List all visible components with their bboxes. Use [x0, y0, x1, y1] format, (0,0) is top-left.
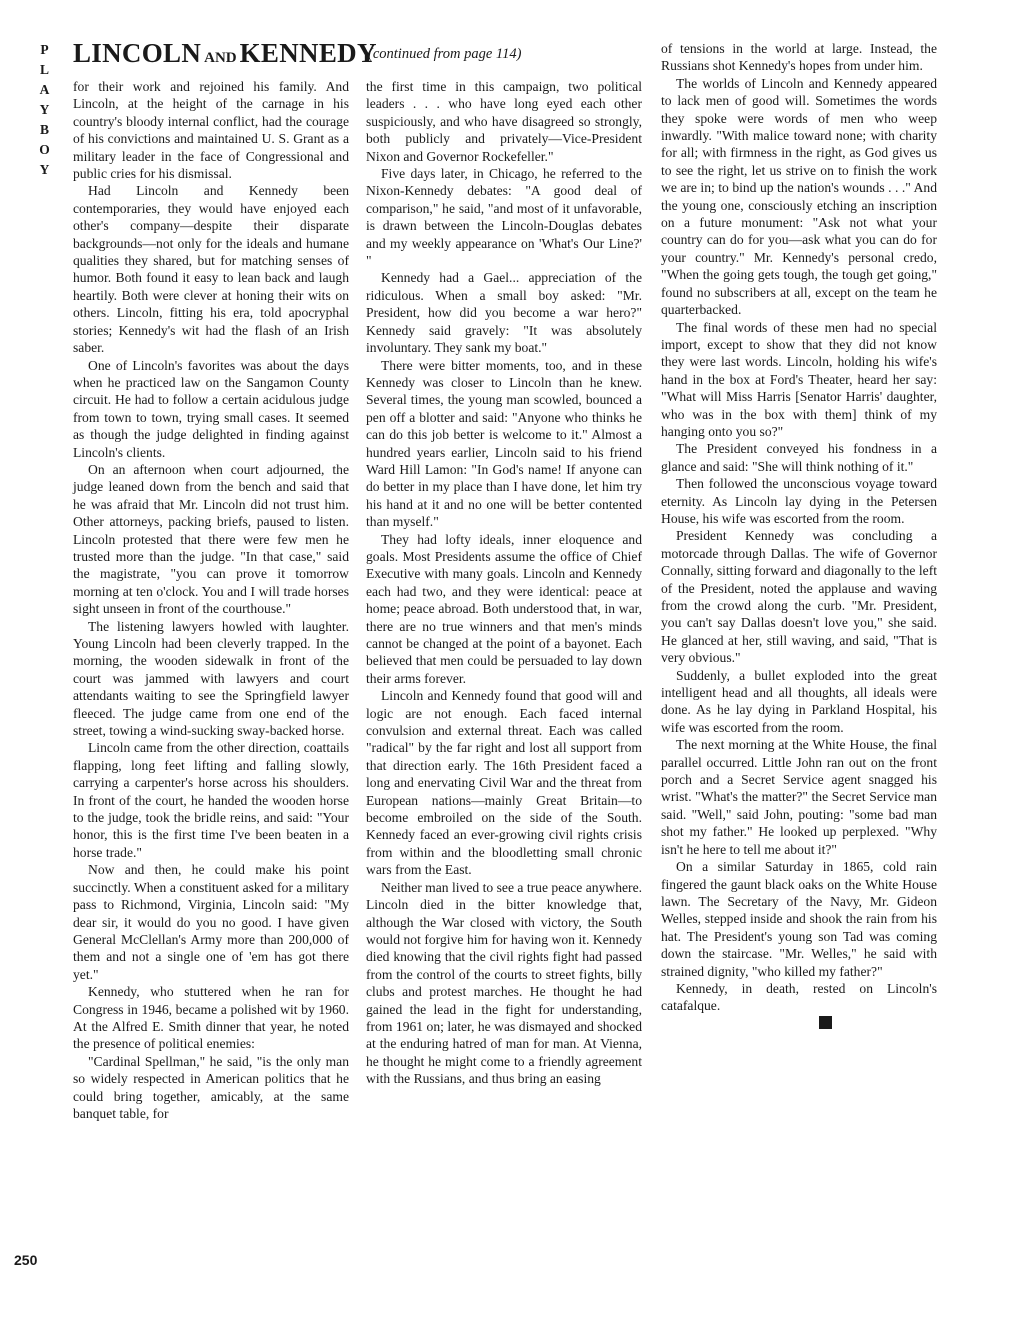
paragraph: Kennedy, in death, rested on Lincoln's catafalque.	[661, 980, 937, 1014]
paragraph: The listening lawyers howled with laughter. Young Lincoln had been cleverly trapped. In the morning, the wooden sidewalk in front of the court was jammed with lawyers and court attendants waiting to see the Springfield lawyer fleeced. The judge came from one end of the street, towing a wind-sucking sway-backed horse.	[73, 618, 349, 739]
paragraph: On an afternoon when court adjourned, the judge leaned down from the bench and said that he was afraid that Mr. Lincoln did not trust him. Other attorneys, packing briefs, paused to listen. Lincoln protested that there were few men he trusted more than the judge. "In that case," said the magistrate, "you can prove it tomorrow morning at ten o'clock. You and I will trade horses sight unseen in front of the courthouse."	[73, 461, 349, 617]
paragraph: They had lofty ideals, inner eloquence and goals. Most Presidents assume the office of Chief Executive with many goals. Lincoln and Kennedy each had two, and they were identical: peace at home; peace abroad. Both understood that, in war, there are no true winners and that men's minds cannot be changed at the point of a bayonet. Each believed that men could be persuaded to lay down their arms forever.	[366, 531, 642, 686]
article-title	[73, 38, 377, 69]
paragraph: "Cardinal Spellman," he said, "is the only man so widely respected in American politics that he could bring together, amicably, at the same banquet table, for	[73, 1053, 349, 1121]
paragraph: Then followed the unconscious voyage toward eternity. As Lincoln lay dying in the Petersen House, his wife was escorted from the room.	[661, 476, 937, 526]
page-number: 250	[14, 1252, 38, 1268]
paragraph: The President conveyed his fondness in a glance and said: "She will think nothing of it."	[661, 441, 937, 474]
paragraph: Kennedy, who stuttered when he ran for Congress in 1946, became a polished wit by 1960. At the Alfred E. Smith dinner that year, he noted the presence of political enemies:	[73, 984, 349, 1052]
title-and: AND	[204, 50, 237, 66]
title-lincoln: LINCOLN	[73, 38, 202, 68]
text-column-1	[73, 78, 349, 1122]
paragraph: There were bitter moments, too, and in these Kennedy was closer to Lincoln than he knew. Several times, the young man scowled, bounced a pen off a blotter and said: "Anyone who thinks he can do this job better is welcome to it." Almost a hundred years earlier, Lincoln said to his friend Ward Hill Lamon: "In God's name! If anyone can do better in my place than I have done, let him try his hand at it and no one will be better contented than myself."	[366, 357, 642, 530]
magazine-name-letter: B	[39, 122, 50, 137]
text-column-2	[366, 78, 642, 1088]
title-kennedy: KENNEDY	[239, 38, 377, 68]
magazine-name-letter: Y	[39, 162, 51, 177]
magazine-name-letter: P	[40, 42, 50, 57]
magazine-name-letter: L	[39, 62, 50, 77]
paragraph: The final words of these men had no special import, except to show that they did not know they were last words. Lincoln, holding his wife's hand in the box at Ford's Theater, heard her say: "What will Miss Harris [Senator Harris' daughter, who was in the box with them] think of my hanging onto you so?"	[661, 319, 937, 439]
paragraph: Five days later, in Chicago, he referred to the Nixon-Kennedy debates: "A good deal of comparison," he said, "and most of it unfavorable, is drawn between the Lincoln-Douglas debates and my weekly appearance on 'What's Our Line?' "	[366, 166, 642, 269]
magazine-name-letter: O	[39, 142, 51, 157]
text-column-3	[661, 40, 937, 1032]
continued-from-note: (continued from page 114)	[368, 46, 522, 62]
paragraph: The worlds of Lincoln and Kennedy appeared to lack men of good will. Sometimes the words they spoke were words of men who weep inwardly. "With malice toward none; with charity for all; with firmness in the right, as God gives us to see the right, let us strive on to finish the work we are in; to bind up the nation's wounds . . ." And the young one, consciously etching an inscription on a future monument: "Ask not what your country can do for you—ask what you can do for your country." Mr. Kennedy's personal credo, "When the going gets tough, the tough get going," found no subscribers at all, except on the team he quarterbacked.	[661, 75, 937, 318]
paragraph: One of Lincoln's favorites was about the days when he practiced law on the Sangamon County circuit. He had to follow a certain acidulous judge from town to town, trying small cases. It seemed as though the judge delighted in finding against Lincoln's clients.	[73, 357, 349, 460]
paragraph: of tensions in the world at large. Instead, the Russians shot Kennedy's hopes from under him.	[661, 41, 937, 74]
paragraph: Lincoln and Kennedy found that good will and logic are not enough. Each faced internal convulsion and external threat. Each was called "radical" by the far right and lost all support from that direction early. The 16th President faced a long and enervating Civil War and the threat from European nations—mainly Great Britain—to become embroiled on the side of the South. Kennedy faced an ever-growing civil rights crisis from within and the bloodletting small chronic wars from the East.	[366, 688, 642, 878]
paragraph: Had Lincoln and Kennedy been contemporaries, they would have enjoyed each other's company—despite their disparate backgrounds—not only for the ideals and humane qualities they shared, but for matching senses of humor. Both found it easy to lean back and laugh heartily. Both were clever at honing their wits on others. Lincoln, fitting his era, told apocryphal stories; Kennedy's wit had the flash of an Irish saber.	[73, 183, 349, 356]
magazine-name-vertical	[30, 40, 60, 180]
end-of-article-line	[661, 1015, 937, 1032]
paragraph: Neither man lived to see a true peace anywhere. Lincoln died in the bitter knowledge that, although the War closed with victory, the South would not forgive him for having won it. Kennedy died knowing that the civil rights fight had passed from the control of the courts to street fights, billy clubs and protest marches. He thought he had gained the lead in the fight for understanding, from 1961 on; later, he was dismayed and shocked at the enduring hatred of man for man. At Vienna, he thought he might come to a friendly agreement with the Russians, and thus bring an easing	[366, 879, 642, 1087]
paragraph: Lincoln came from the other direction, coattails flapping, long feet lifting and falling slowly, carrying a carpenter's horse across his shoulders. In front of the court, he handed the wooden horse to the judge, took the bridle reins, and said: "Your honor, this is the first time I've been beaten in a horse trade."	[73, 740, 349, 860]
paragraph: Kennedy had a Gael... appreciation of the ridiculous. When a small boy asked: "Mr. President, how did you become a war hero?" Kennedy said gravely: "It was absolutely involuntary. They sank my boat."	[366, 270, 642, 356]
paragraph: for their work and rejoined his family. And Lincoln, at the height of the carnage in his country's bloody internal conflict, had the courage of his convictions and maintained U. S. Grant as a military leader in the face of Congressional and public cries for his dismissal.	[73, 79, 349, 182]
paragraph: the first time in this campaign, two political leaders . . . who have long eyed each other suspiciously, and who have disagreed so strongly, both publicly and privately—Vice-President Nixon and Governor Rockefeller."	[366, 79, 642, 164]
magazine-name-letter: A	[39, 82, 51, 97]
rabbit-logo-end-mark-icon	[819, 1016, 832, 1029]
paragraph: President Kennedy was concluding a motorcade through Dallas. The wife of Governor Connally, sitting forward and diagonally to the left of the President, noted the applause and waving from the crowd along the curb. "Mr. President, you can't say Dallas doesn't love you," she said. He glanced at her, still waving, and said, "That is very obvious."	[661, 528, 937, 666]
magazine-name-letter: Y	[39, 102, 51, 117]
paragraph: Now and then, he could make his point succinctly. When a constituent asked for a military pass to Richmond, Virginia, Lincoln said: "My dear sir, it would do you no good. I have given General McClellan's Army more than 200,000 of them and not a single one of 'em has got there yet."	[73, 862, 349, 982]
paragraph: On a similar Saturday in 1865, cold rain fingered the gaunt black oaks on the White House lawn. The Secretary of the Navy, Mr. Gideon Welles, stepped inside and shook the rain from his hat. The President's young son Tad was coming down the staircase. "Mr. Welles," he said with strained dignity, "who killed my father?"	[661, 859, 937, 979]
paragraph: The next morning at the White House, the final parallel occurred. Little John ran out on the front porch and a Secret Service agent snagged his wrist. "What's the matter?" the Secret Service man said. "Well," said John, pouting: "some bad man shot my father." He looked up perplexed. "Why isn't he here to tell me about it?"	[661, 737, 937, 857]
paragraph: Suddenly, a bullet exploded into the great intelligent head and all thoughts, all ideals were done. As he lay dying in Parkland Hospital, his wife was escorted from the room.	[661, 667, 937, 735]
